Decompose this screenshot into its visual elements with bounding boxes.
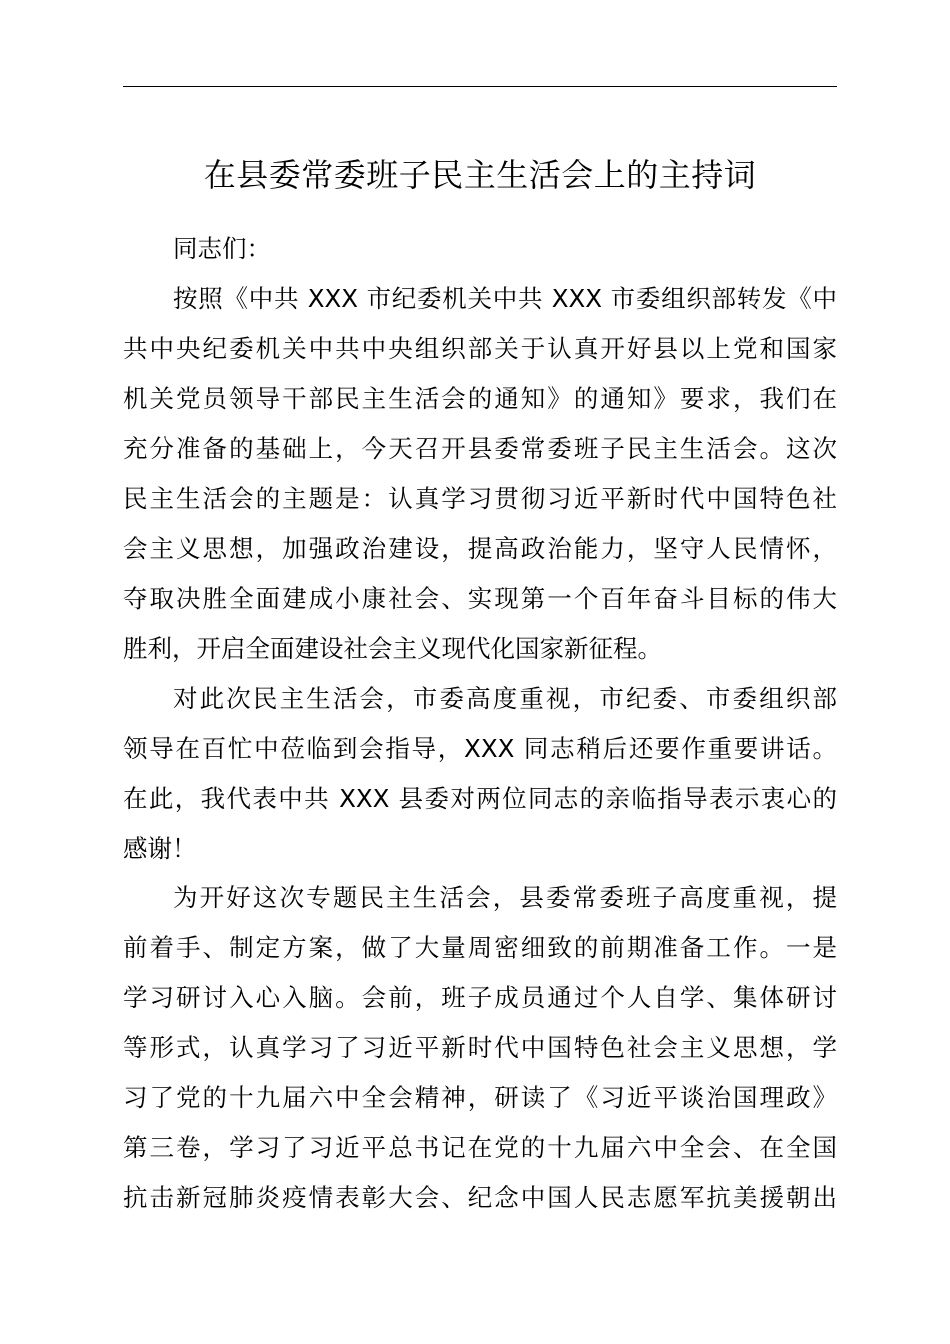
- text-line: 第三卷，学习了习近平总书记在党的十九届六中全会、在全国: [123, 1133, 837, 1162]
- text-line: 等形式，认真学习了习近平新时代中国特色社会主义思想，学: [123, 1033, 837, 1062]
- text-line: 前着手、制定方案，做了大量周密细致的前期准备工作。一是: [123, 933, 837, 962]
- text-line: 民主生活会的主题是：认真学习贯彻习近平新时代中国特色社: [123, 484, 837, 513]
- text-line: 按照《中共 XXX 市纪委机关中共 XXX 市委组织部转发《中: [173, 284, 837, 313]
- text-line: 领导在百忙中莅临到会指导，XXX 同志稍后还要作重要讲话。: [123, 734, 837, 763]
- text-line: 夺取决胜全面建成小康社会、实现第一个百年奋斗目标的伟大: [123, 584, 837, 613]
- text-line: 对此次民主生活会，市委高度重视，市纪委、市委组织部: [173, 684, 837, 713]
- text-line: 学习研讨入心入脑。会前，班子成员通过个人自学、集体研讨: [123, 983, 837, 1012]
- header-rule: [123, 86, 837, 87]
- document-title: 在县委常委班子民主生活会上的主持词: [203, 156, 757, 194]
- text-line: 机关党员领导干部民主生活会的通知》的通知》要求，我们在: [123, 384, 837, 413]
- text-line: 习了党的十九届六中全会精神，研读了《习近平谈治国理政》: [123, 1083, 837, 1112]
- text-line: 在此，我代表中共 XXX 县委对两位同志的亲临指导表示衷心的: [123, 784, 837, 813]
- text-line: 会主义思想，加强政治建设，提高政治能力，坚守人民情怀，: [123, 534, 837, 563]
- text-line: 胜利，开启全面建设社会主义现代化国家新征程。: [123, 634, 662, 663]
- salutation: 同志们：: [173, 234, 271, 263]
- text-line: 抗击新冠肺炎疫情表彰大会、纪念中国人民志愿军抗美援朝出: [123, 1183, 837, 1212]
- text-line: 共中央纪委机关中共中央组织部关于认真开好县以上党和国家: [123, 334, 837, 363]
- text-line: 感谢！: [123, 834, 197, 863]
- text-line: 充分准备的基础上，今天召开县委常委班子民主生活会。这次: [123, 434, 837, 463]
- text-line: 为开好这次专题民主生活会，县委常委班子高度重视，提: [173, 883, 837, 912]
